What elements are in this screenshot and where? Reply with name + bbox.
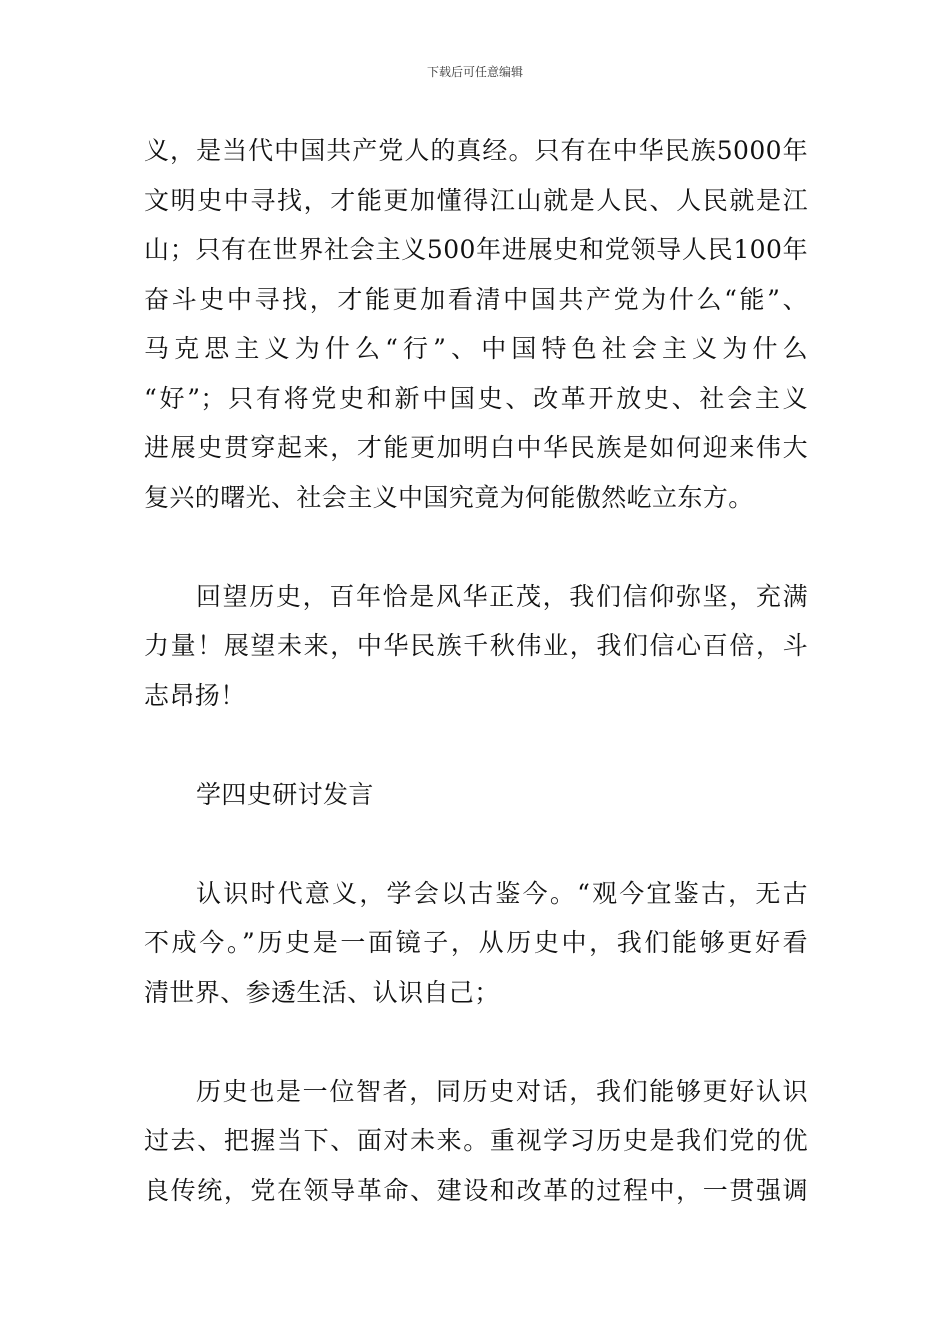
text-line: 山；只有在世界社会主义500年进展史和党领导人民100年 (144, 235, 808, 264)
text-line: 过去、把握当下、面对未来。重视学习历史是我们党的优 (144, 1126, 808, 1155)
text-line: 复兴的曙光、社会主义中国究竟为何能傲然屹立东方。 (144, 482, 754, 512)
text-line: 进展史贯穿起来，才能更加明白中华民族是如何迎来伟大 (144, 433, 808, 462)
text-line: 志昂扬！ (144, 680, 246, 710)
paragraph-4 (144, 1067, 808, 1216)
section-title (144, 770, 808, 820)
text-line: 良传统，党在领导革命、建设和改革的过程中，一贯强调 (144, 1175, 808, 1205)
text-line: 学四史研讨发言 (196, 779, 374, 809)
text-line: 清世界、参透生活、认识自己； (144, 977, 500, 1007)
paragraph-2 (144, 572, 808, 721)
paragraph-3 (144, 869, 808, 1018)
text-line: 认识时代意义，学会以古鉴今。“观今宜鉴古，无古 (196, 878, 808, 908)
text-line: “好”；只有将党史和新中国史、改革开放史、社会主义 (144, 383, 808, 413)
paragraph-spacer (144, 1017, 808, 1067)
page-header-note: 下载后可任意编辑 (426, 65, 523, 79)
text-line: 不成今。”历史是一面镜子，从历史中，我们能够更好看 (144, 928, 808, 957)
text-line: 马克思主义为什么“行”、中国特色社会主义为什么 (144, 334, 808, 363)
text-line: 义，是当代中国共产党人的真经。只有在中华民族5000年 (144, 136, 808, 165)
paragraph-spacer (144, 522, 808, 572)
paragraph-spacer (144, 720, 808, 770)
text-line: 回望历史，百年恰是风华正茂，我们信仰弥坚，充满 (196, 581, 808, 611)
paragraph-1 (144, 126, 808, 522)
paragraph-spacer (144, 819, 808, 869)
text-line: 文明史中寻找，才能更加懂得江山就是人民、人民就是江 (144, 185, 808, 215)
document-body (144, 126, 808, 1215)
text-line: 力量！展望未来，中华民族千秋伟业，我们信心百倍，斗 (144, 631, 808, 660)
text-line: 历史也是一位智者，同历史对话，我们能够更好认识 (196, 1076, 808, 1106)
text-line: 奋斗史中寻找，才能更加看清中国共产党为什么“能”、 (144, 284, 808, 314)
